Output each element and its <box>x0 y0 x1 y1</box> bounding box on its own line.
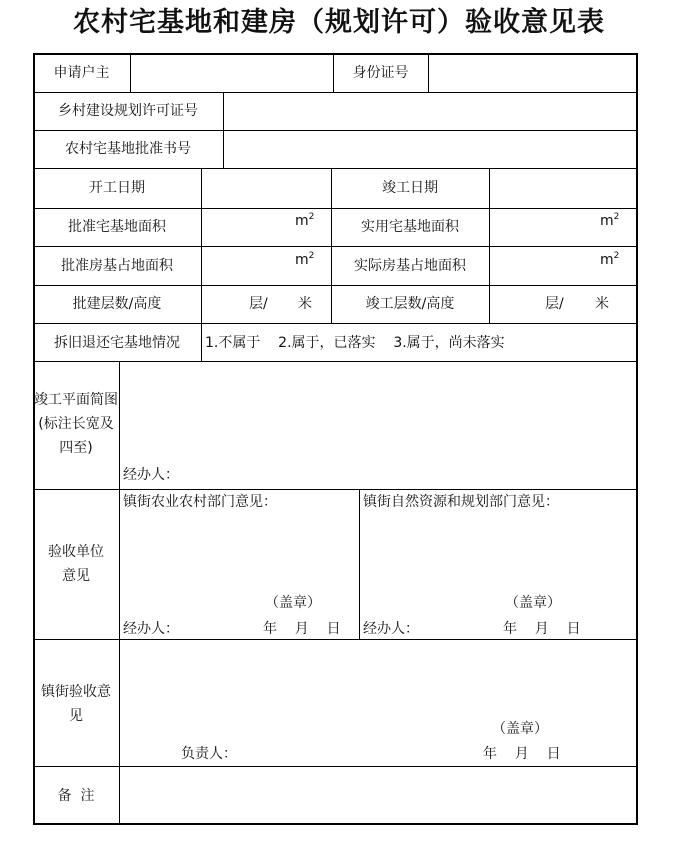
floor-unit: 层/ <box>249 296 268 312</box>
rule <box>33 168 638 169</box>
approved-homestead-area-label: 批准宅基地面积 <box>68 219 166 235</box>
town-date: 年 月 日 <box>483 746 561 762</box>
form-title: 农村宅基地和建房（规划许可）验收意见表 <box>73 7 605 38</box>
resource-opinion-label: 镇街自然资源和规划部门意见： <box>363 494 559 510</box>
rule <box>33 766 638 767</box>
town-seal: （盖章） <box>492 721 548 737</box>
plan-label: 竣工平面简图(标注长宽及四至) <box>34 392 118 456</box>
actual-homestead-area-label: 实用宅基地面积 <box>361 219 459 235</box>
area-unit: $m^2$ <box>600 212 620 229</box>
rule <box>359 489 360 639</box>
area-unit: $m^2$ <box>295 251 315 268</box>
agri-date: 年 月 日 <box>263 621 341 637</box>
rule <box>33 489 638 490</box>
responsible-label: 负责人： <box>181 746 237 762</box>
planning-permit-label: 乡村建设规划许可证号 <box>58 103 198 119</box>
plan-handler-label: 经办人： <box>123 467 179 483</box>
rule <box>33 208 638 209</box>
meter-unit: 米 <box>298 296 312 312</box>
actual-footprint-label: 实际房基占地面积 <box>354 258 466 274</box>
rule <box>201 168 202 361</box>
rule <box>33 246 638 247</box>
agri-opinion-label: 镇街农业农村部门意见： <box>123 494 277 510</box>
rule <box>33 639 638 640</box>
resource-seal: （盖章） <box>505 595 561 611</box>
rule <box>223 92 224 168</box>
completed-floors-label: 竣工层数/高度 <box>365 296 455 312</box>
rule <box>33 130 638 131</box>
resource-date: 年 月 日 <box>503 621 581 637</box>
town-acceptance-label: 镇街验收意见 <box>41 684 111 724</box>
rule <box>119 361 120 825</box>
floor-unit: 层/ <box>545 296 564 312</box>
applicant-label: 申请户主 <box>53 65 110 81</box>
acceptance-unit-label: 验收单位意见 <box>48 544 104 584</box>
rule <box>33 361 638 362</box>
rule <box>130 53 131 92</box>
rule <box>33 323 638 324</box>
agri-handler-label: 经办人： <box>123 621 179 637</box>
id-number-label: 身份证号 <box>352 65 409 81</box>
resource-handler-label: 经办人： <box>363 621 419 637</box>
rule <box>428 53 429 92</box>
completion-date-label: 竣工日期 <box>382 180 438 196</box>
agri-seal: （盖章） <box>265 595 321 611</box>
rule <box>33 285 638 286</box>
demolition-options: 1.不属于 2.属于，已落实 3.属于，尚未落实 <box>205 335 505 351</box>
approved-floors-label: 批建层数/高度 <box>72 296 162 312</box>
start-date-label: 开工日期 <box>89 180 145 196</box>
remarks-label: 备 注 <box>57 788 95 804</box>
homestead-approval-label: 农村宅基地批准书号 <box>65 141 191 157</box>
area-unit: $m^2$ <box>600 251 620 268</box>
demolition-label: 拆旧退还宅基地情况 <box>54 335 180 351</box>
meter-unit: 米 <box>595 296 609 312</box>
rule <box>33 92 638 93</box>
approved-footprint-label: 批准房基占地面积 <box>61 258 173 274</box>
rule <box>489 168 490 323</box>
area-unit: $m^2$ <box>295 212 315 229</box>
